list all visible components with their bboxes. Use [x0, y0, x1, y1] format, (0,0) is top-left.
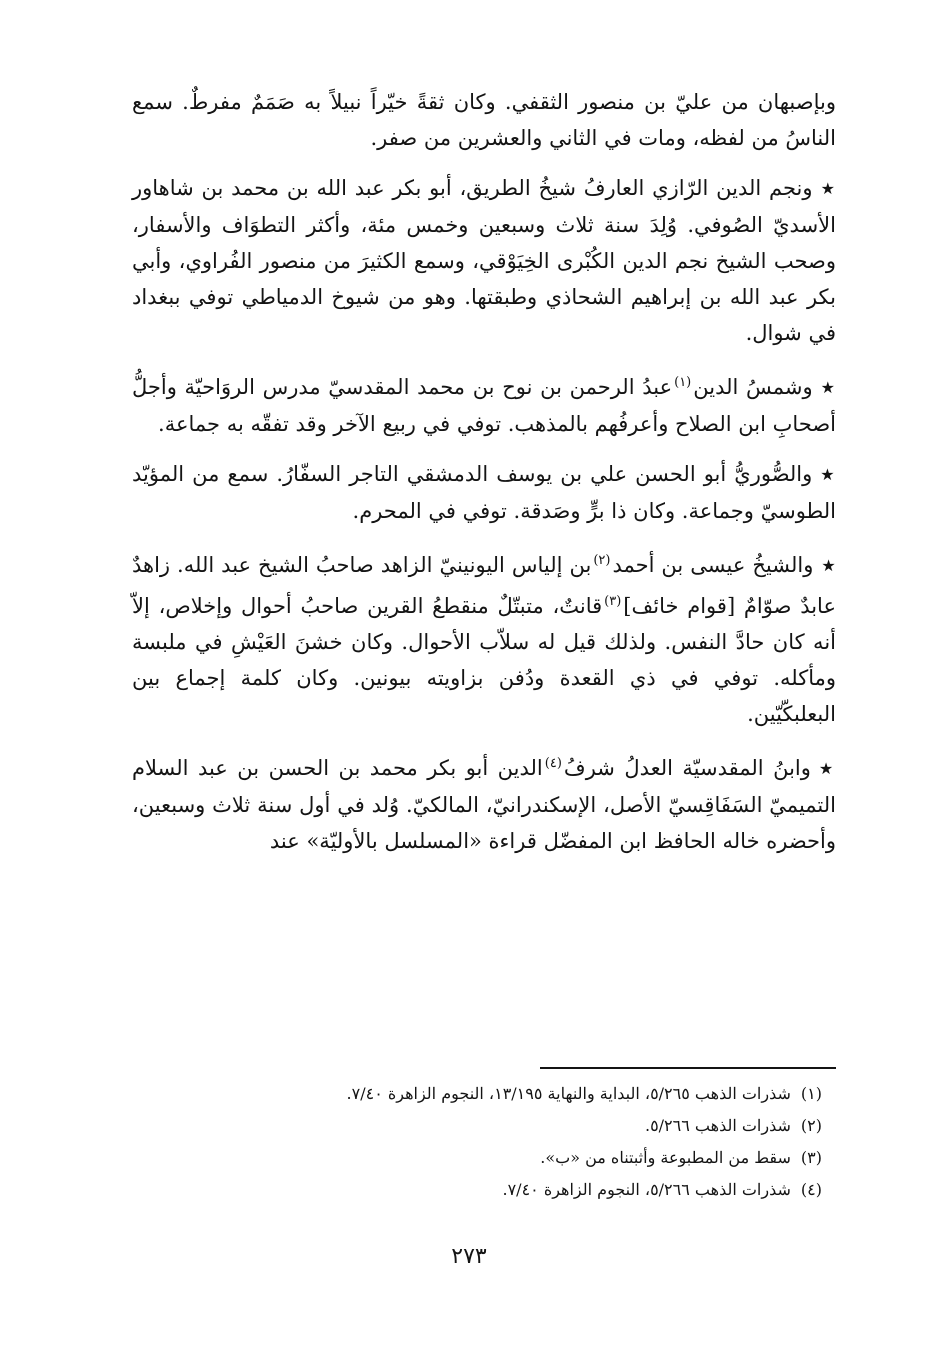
footnote-number: (٣)	[800, 1148, 822, 1167]
paragraph-4: ★والصُّوريُّ أبو الحسن علي بن يوسف الدمشقي التاجر السفّارُ. سمع من المؤيّد الطوسيّ وجماعة. وكان ذا برٍّ وصَدقة. توفي في المحرم.	[132, 462, 837, 523]
footnote-3: (٣)سقط من المطبوعة وأثبتناه من «ب».	[540, 1148, 822, 1167]
paragraph-5: ★والشيخُ عيسى بن أحمد$^{(٢)}$بن إلياس اليونينيّ الزاهد صاحبُ الشيخ عبد الله. زاهدٌ عابدٌ صوّامٌ [قوام خائف]$^{(٣)}$قانتٌ، متبتّلٌ منقطعُ القرين صاحبُ أحوال وإخلاص، إلاّ أنه كان حادَّ النفس. ولذلك قيل له سلاّب الأحوال. وكان خشنَ العَيْشِ في ملبسة ومأكله. توفي في ذي القعدة ودُفن بزاويته بيونين. وكان كلمة إجماع بين البعلبكّيّين.	[132, 553, 836, 726]
star-icon: ★	[820, 179, 837, 198]
paragraph-2: ★ونجم الدين الرّازي العارفُ شيخُ الطريق، أبو بكر عبد الله بن محمد بن شاهاور الأسديّ الصُوفي. وُلِدَ سنة ثلاث وسبعين وخمس مئة، وأكثر التطوَاف والأسفار، وصحب الشيخ نجم الدين الكُبْرى الخِيَوْقي، وسمع الكثيرَ من منصور الفُراوي، وأبي بكر عبد الله بن إبراهيم الشحاذي وطبقتها. وهو من شيوخ الدمياطي توفي ببغداد في شوال.	[132, 176, 837, 345]
footnote-4: (٤)شذرات الذهب ٥/٢٦٦، النجوم الزاهرة ٧/٤٠.	[502, 1180, 822, 1199]
footnote-ref[interactable]: (٢)	[593, 553, 611, 568]
footnote-1: (١)شذرات الذهب ٥/٢٦٥، البداية والنهاية ١٣/١٩٥، النجوم الزاهرة ٧/٤٠.	[346, 1084, 822, 1103]
footnote-number: (٢)	[800, 1116, 822, 1135]
main-text	[132, 84, 836, 873]
page-number: ٢٧٣	[451, 1244, 487, 1269]
footnote-divider	[540, 1067, 836, 1069]
star-icon: ★	[820, 378, 836, 397]
footnote-ref[interactable]: (٣)	[604, 594, 622, 609]
paragraph-3: ★وشمسُ الدين$^{(١)}$عبدُ الرحمن بن نوح بن محمد المقدسيّ مدرس الروَاحيّة وأجلُّ أصحابِ ابن الصلاح وأعرفُهم بالمذهب. توفي في ربيع الآخر وقد تفقّه به جماعة.	[132, 375, 836, 436]
footnote-2: (٢)شذرات الذهب ٥/٢٦٦.	[644, 1116, 822, 1135]
paragraph-6: ★وابنُ المقدسيّة العدلُ شرفُ$^{(٤)}$الدين أبو بكر محمد بن الحسن بن عبد السلام التميميّ السَفَاقِسيّ الأصل، الإسكندرانيّ، المالكيّ. وُلد في أول سنة ثلاث وسبعين، وأحضره خاله الحافظ ابن المفضّل قراءة «المسلسل بالأوليّة» عند	[132, 756, 837, 853]
footnote-ref[interactable]: (٤)	[544, 756, 562, 771]
star-icon: ★	[820, 465, 837, 484]
paragraph-1: وبإصبهان من عليّ بن منصور الثقفي. وكان ثقةً خيّراً نبيلاً به صَمَمٌ مفرطٌ. سمع الناسُ من لفظه، ومات في الثاني والعشرين من صفر.	[132, 90, 836, 150]
footnotes	[132, 1078, 822, 1206]
star-icon: ★	[821, 556, 836, 575]
footnote-number: (١)	[800, 1084, 822, 1103]
footnote-number: (٤)	[800, 1180, 822, 1199]
footnote-ref[interactable]: (١)	[674, 375, 692, 390]
star-icon: ★	[818, 759, 837, 778]
